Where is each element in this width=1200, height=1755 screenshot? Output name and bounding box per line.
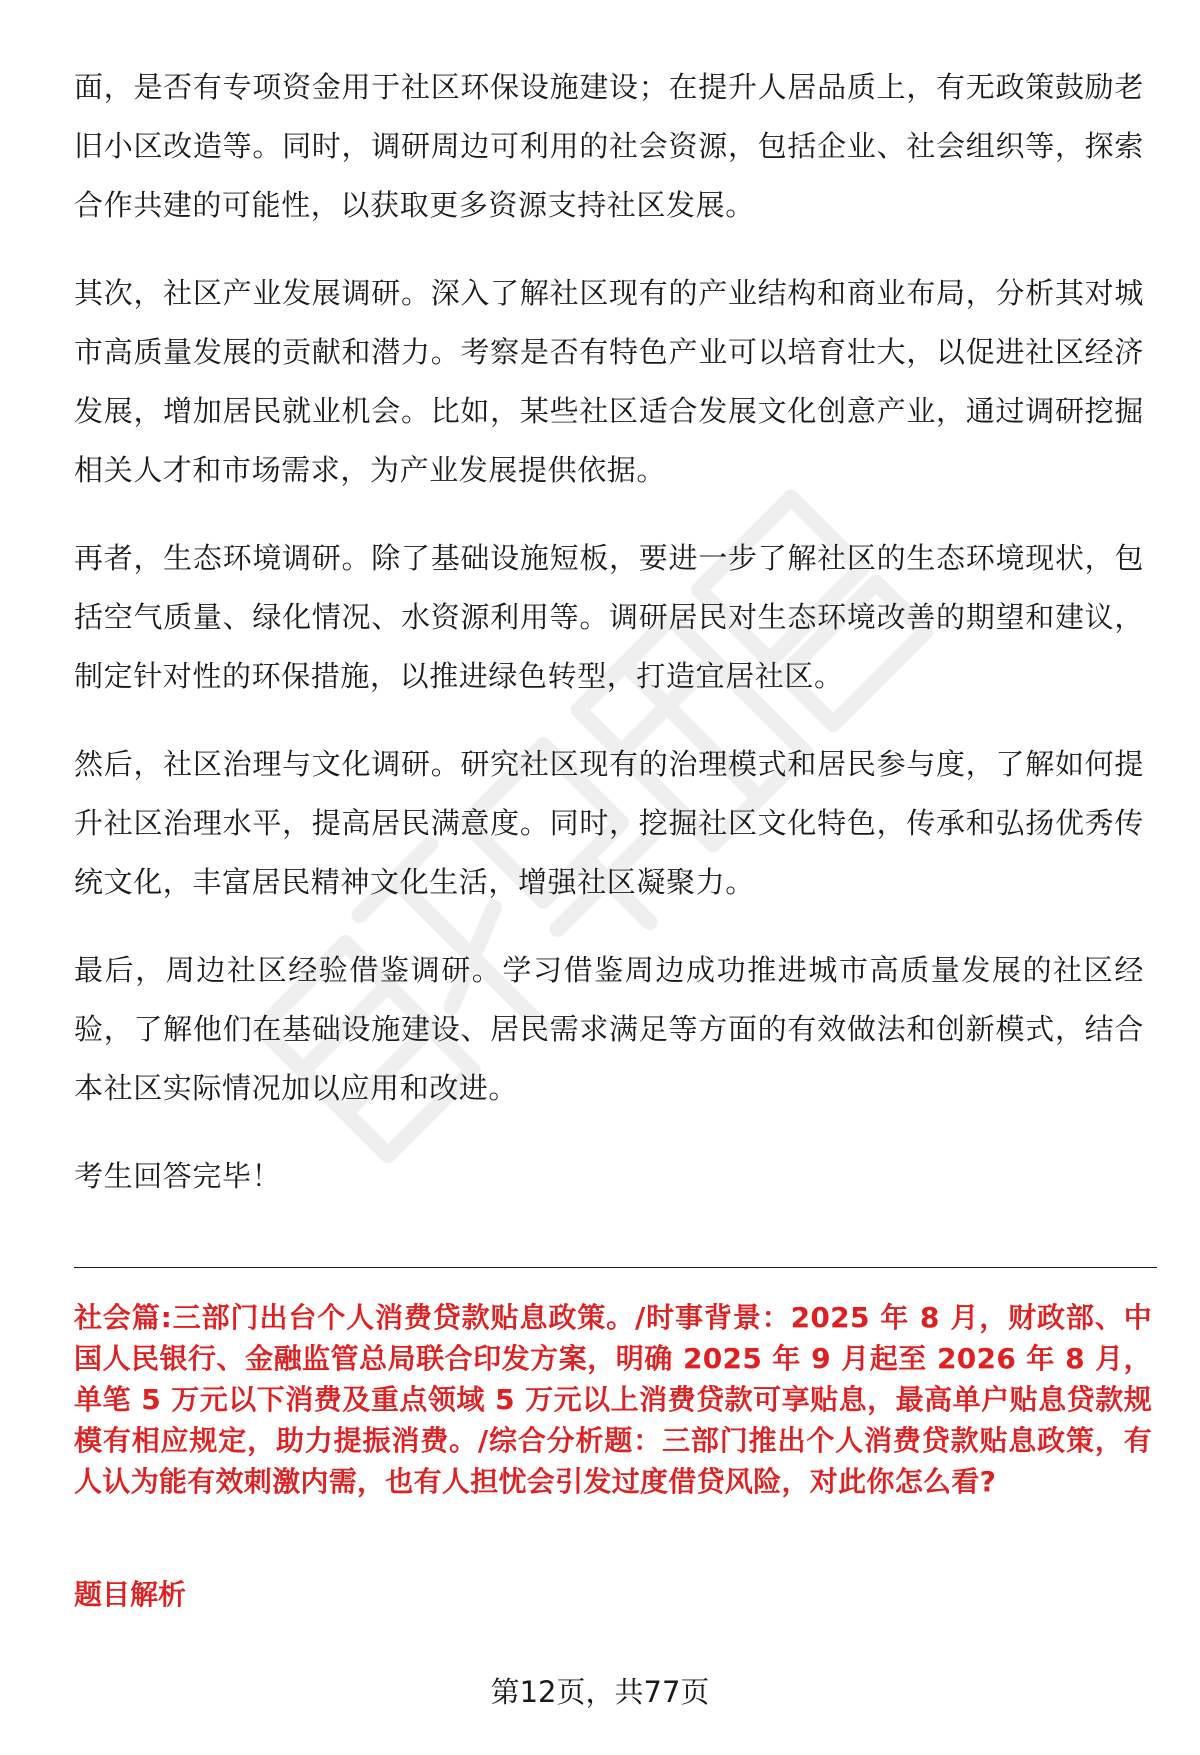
section-heading: 题目解析 [74,1578,187,1611]
section-divider [74,1267,1157,1268]
answer-body [74,58,1144,1206]
answer-paragraph: 再者，生态环境调研。除了基础设施短板，要进一步了解社区的生态环境现状，包括空气质量、绿化情况、水资源利用等。调研居民对生态环境改善的期望和建议，制定针对性的环保措施，以推进绿色转型，打造宜居社区。 [74,541,1144,693]
page-number: 第12页，共77页 [490,1675,710,1709]
answer-paragraph: 面，是否有专项资金用于社区环保设施建设；在提升人居品质上，有无政策鼓励老旧小区改造等。同时，调研周边可利用的社会资源，包括企业、社会组织等，探索合作共建的可能性，以获取更多资源支持社区发展。 [74,70,1144,222]
answer-paragraph: 最后，周边社区经验借鉴调研。学习借鉴周边成功推进城市高质量发展的社区经验，了解他们在基础设施建设、居民需求满足等方面的有效做法和创新模式，结合本社区实际情况加以应用和改进。 [74,953,1144,1105]
answer-paragraph: 然后，社区治理与文化调研。研究社区现有的治理模式和居民参与度，了解如何提升社区治理水平，提高居民满意度。同时，挖掘社区文化特色，传承和弘扬优秀传统文化，丰富居民精神文化生活，增强社区凝聚力。 [74,747,1144,899]
question-text: 社会篇:三部门出台个人消费贷款贴息政策。/时事背景：2025 年 8 月，财政部、中国人民银行、金融监管总局联合印发方案，明确 2025 年 9 月起至 2026 年 8 月，单笔 5 万元以下消费及重点领域 5 万元以上消费贷款可享贴息，最高单户贴息贷款规模有相应规定，助力提振消费。/综合分析题：三部门推出个人消费贷款贴息政策，有人认为能有效刺激内需，也有人担忧会引发过度借贷风险，对此你怎么看? [74,1301,1152,1498]
closing-line: 考生回答完毕！ [74,1159,282,1193]
answer-paragraph: 其次，社区产业发展调研。深入了解社区现有的产业结构和商业布局，分析其对城市高质量发展的贡献和潜力。考察是否有特色产业可以培育壮大，以促进社区经济发展，增加居民就业机会。比如，某些社区适合发展文化创意产业，通过调研挖掘相关人才和市场需求，为产业发展提供依据。 [74,276,1144,487]
